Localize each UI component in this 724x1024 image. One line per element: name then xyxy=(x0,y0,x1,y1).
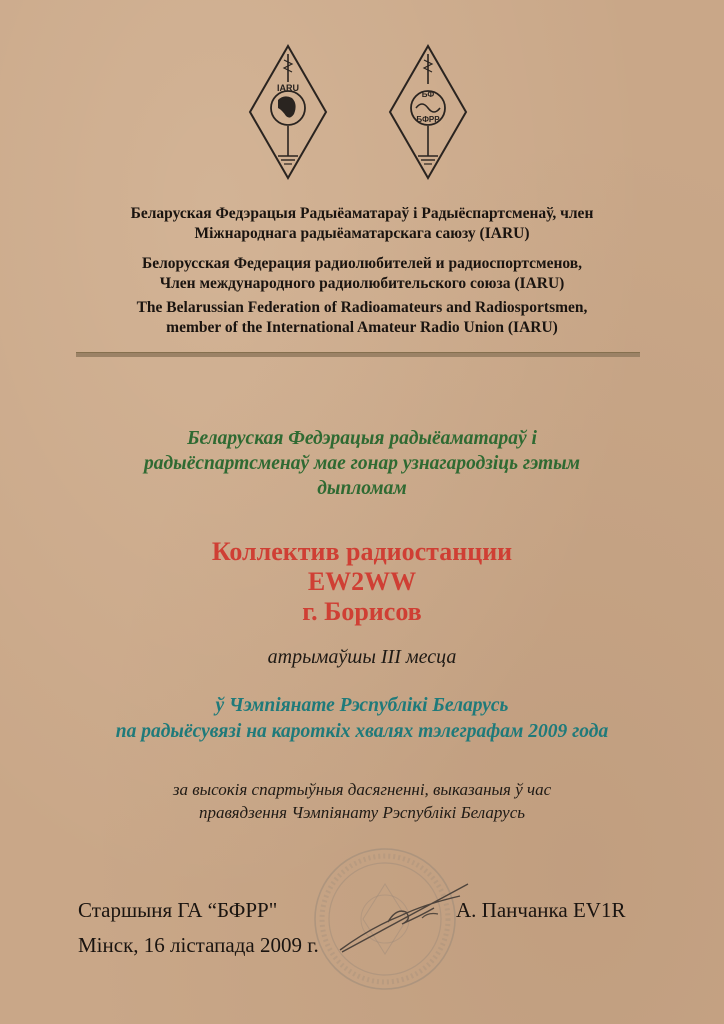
header-line: Белорусская Федерация радиолюбителей и радиоспортсменов, xyxy=(141,255,583,272)
bfrr-emblem-icon xyxy=(388,44,468,180)
iaru-logo xyxy=(248,44,328,180)
merit-line: правядзення Чэмпіянату Рэспублікі Беларусь xyxy=(198,803,526,822)
header-line: Член международного радиолюбительского союза (IARU) xyxy=(159,275,565,292)
merit-line: за высокія спартыўныя дасягненні, выказаныя ў час xyxy=(172,780,552,799)
header-belarusian xyxy=(40,204,684,244)
header-line: Беларуская Федэрацыя Радыёаматараў і Радыёспартсменаў, член xyxy=(130,205,594,222)
header-russian xyxy=(40,254,684,294)
header-english xyxy=(40,298,684,338)
championship-line: ў Чэмпіянате Рэспублікі Беларусь xyxy=(215,695,509,716)
svg-text:БФРР: БФРР xyxy=(416,115,440,124)
place-date: Мінск, 16 лістапада 2009 г. xyxy=(78,933,319,957)
intro-line: дыпломам xyxy=(317,478,407,499)
merit-text xyxy=(60,778,664,824)
intro-line: радыёспартсменаў мае гонар узнагародзіць гэтым xyxy=(143,453,581,474)
award-intro xyxy=(60,426,664,501)
header-line: The Belarussian Federation of Radioamateurs and Radiosportsmen, xyxy=(136,299,588,316)
header-line: member of the International Amateur Radio Union (IARU) xyxy=(166,319,558,336)
svg-text:IARU: IARU xyxy=(277,83,299,93)
signer-title: Старшыня ГА “БФРР" xyxy=(78,898,278,922)
recipient-callsign: EW2WW xyxy=(307,567,417,596)
intro-line: Беларуская Федэрацыя радыёаматараў і xyxy=(187,428,537,449)
iaru-emblem-icon xyxy=(248,44,328,180)
recipient-city: г. Борисов xyxy=(302,597,422,626)
header-line: Міжнароднага радыёаматарскага саюзу (IARU) xyxy=(194,225,530,242)
divider xyxy=(76,352,640,357)
championship-line: па радыёсувязі на кароткіх хвалях тэлеграфам 2009 года xyxy=(115,721,609,742)
bfrr-logo xyxy=(388,44,468,180)
place-text: атрымаўшы III месца xyxy=(267,646,457,668)
recipient-name: Коллектив радиостанции xyxy=(211,537,513,566)
signer-name: А. Панчанка EV1R xyxy=(456,898,626,922)
svg-text:БФ: БФ xyxy=(421,90,435,99)
